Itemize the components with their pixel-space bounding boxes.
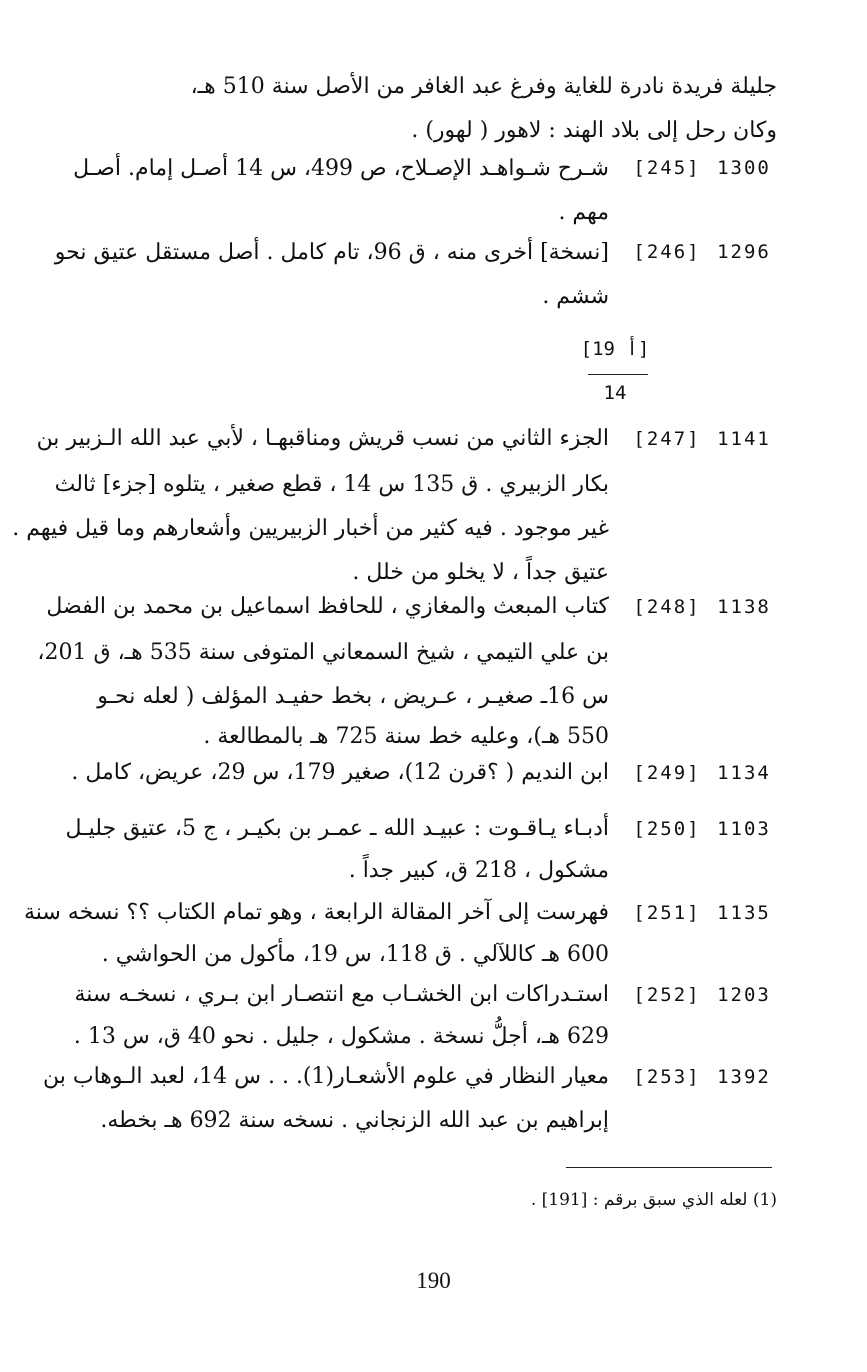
intro-line: وكان رحل إلى بلاد الهند : لاهور ( لهور) .	[411, 118, 777, 143]
entry-text-line: فهرست إلى آخر المقالة الرابعة ، وهو تمام الكتاب ؟؟ نسخه سنة	[23, 900, 609, 925]
entry-text-line: الجزء الثاني من نسب قريش ومناقبهـا ، لأبي عبد الله الـزبير بن	[36, 426, 609, 451]
entry-code: [245]	[633, 157, 701, 179]
entry-number: 1296	[717, 241, 771, 263]
entry-code: [252]	[633, 984, 701, 1006]
entry-number: 1141	[717, 428, 771, 450]
entry-text-line: شـرح شـواهـد الإصـلاح، ص 499، س 14 أصـل إمام. أصـل	[73, 156, 609, 181]
entry-text-line: استـدراكات ابن الخشـاب مع انتصـار ابن بـري ، نسخـه سنة	[74, 982, 609, 1007]
entry-text-line: ششم .	[542, 284, 609, 309]
entry-text-line: 600 هـ كاللآلي . ق 118، س 19، مأكول من الحواشي .	[101, 942, 609, 967]
entry-number: 1134	[717, 762, 771, 784]
entry-text-line: 629 هـ، أجلُّ نسخة . مشكول ، جليل . نحو 40 ق، س 13 .	[73, 1024, 609, 1049]
entry-text-line: مشكول ، 218 ق، كبير جداً .	[348, 858, 609, 883]
entry-code: [251]	[633, 902, 701, 924]
footnote: (1) لعله الذي سبق برقم : [191] .	[530, 1190, 777, 1210]
entry-number: 1392	[717, 1066, 771, 1088]
entry-number: 1103	[717, 818, 771, 840]
entry-code: [250]	[633, 818, 701, 840]
entry-text-line: عتيق جداً ، لا يخلو من خلل .	[352, 560, 609, 585]
folio-marker: [19 أ]	[580, 338, 650, 360]
entry-text-line: بكار الزبيري . ق 135 س 14 ، قطع صغير ، يتلوه [جزء] ثالث	[54, 472, 609, 497]
entry-text-line: إبراهيم بن عبد الله الزنجاني . نسخه سنة 692 هـ بخطه.	[100, 1108, 609, 1133]
entry-number: 1135	[717, 902, 771, 924]
entry-text-line: كتاب المبعث والمغازي ، للحافظ اسماعيل بن محمد بن الفضل	[46, 594, 609, 619]
entry-code: [249]	[633, 762, 701, 784]
intro-line: جليلة فريدة نادرة للغاية وفرغ عبد الغافر من الأصل سنة 510 هـ،	[190, 74, 777, 99]
entry-code: [247]	[633, 428, 701, 450]
entry-number: 1138	[717, 596, 771, 618]
footnote-divider	[566, 1167, 772, 1168]
page-number: 190	[416, 1268, 451, 1293]
folio-number: 14	[603, 382, 627, 404]
entry-code: [246]	[633, 241, 701, 263]
entry-text-line: ابن النديم ( ؟قرن 12)، صغير 179، س 29، عريض، كامل .	[71, 760, 609, 785]
entry-number: 1203	[717, 984, 771, 1006]
entry-text-line: س 16ـ صغيـر ، عـريض ، بخط حفيـد المؤلف ( لعله نحـو	[97, 684, 609, 709]
entry-number: 1300	[717, 157, 771, 179]
entry-text-line: معيار النظار في علوم الأشعـار(1). . . س 14، لعبد الـوهاب بن	[43, 1064, 609, 1089]
entry-code: [248]	[633, 596, 701, 618]
entry-text-line: مهم .	[558, 200, 609, 225]
entry-text-line: بن علي التيمي ، شيخ السمعاني المتوفى سنة 535 هـ، ق 201،	[37, 640, 609, 665]
entry-code: [253]	[633, 1066, 701, 1088]
entry-text-line: أدبـاء يـاقـوت : عبيـد الله ـ عمـر بن بكيـر ، ج 5، عتيق جليـل	[65, 816, 609, 841]
entry-text-line: [نسخة] أخرى منه ، ق 96، تام كامل . أصل مستقل عتيق نحو	[54, 240, 609, 265]
entry-text-line: غير موجود . فيه كثير من أخبار الزبيريين وأشعارهم وما قيل فيهم .	[12, 516, 609, 541]
entry-text-line: 550 هـ)، وعليه خط سنة 725 هـ بالمطالعة .	[203, 724, 609, 749]
folio-divider	[588, 374, 648, 375]
